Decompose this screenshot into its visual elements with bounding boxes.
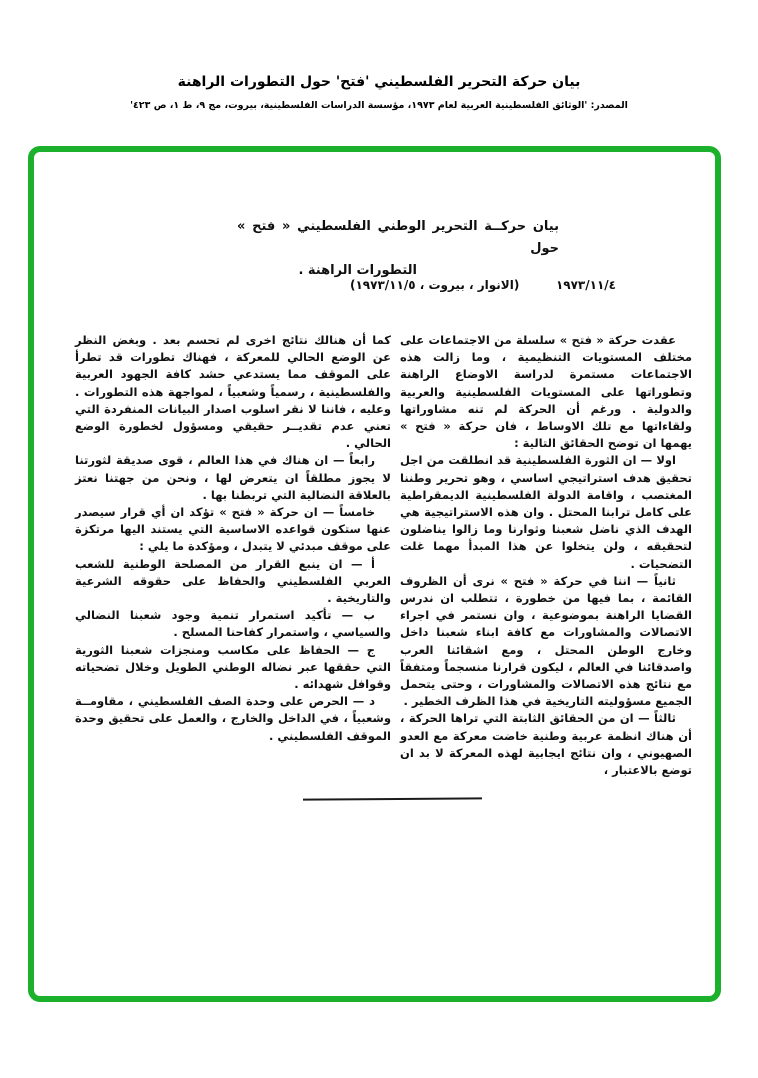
- paragraph-item-d: د — الحرص على وحدة الصف الفلسطيني ، مقاومــة وشعبياً ، في الداخل والخارج ، والعمل على تحقيق وحدة الموقف الفلسطيني .: [75, 694, 391, 743]
- paragraph-item-c: ج — الحفاظ على مكاسب ومنجزات شعبنا الثورية التي حققها عبر نضاله الوطني الطويل وخلال تضحياته وقوافل شهدائه .: [75, 642, 391, 692]
- news-agency-citation: (الانوار ، بيروت ، ١٩٧٣/١١/٥): [350, 278, 520, 292]
- paragraph-continuation: كما أن هنالك نتائج اخرى لم تحسم بعد . وبغض النظر عن الوضع الحالي للمعركة ، فهناك تطورات قد تطرأ على الموقف مما يستدعي حشد كافة الجهود العربية والفلسطينية ، رسمياً وشعبياً ، لمواجهة هذه التطورات . وعليه ، فاننا لا نقر اسلوب اصدار البيانات المنفردة التي تعني عدم تقديــر حقيقي ومسؤول لخطورة الوضع الحالي .: [75, 333, 391, 451]
- paragraph-first: اولا — ان الثورة الفلسطينية قد انطلقت من اجل تحقيق هدف استراتيجي اساسي ، وهو تحرير وطننا المغتصب ، واقامة الدولة الفلسطينية الديمقراطية على كامل ترابنا المحتل . وان هذه الاستراتيجية هي الهدف الذي ناضل شعبنا وثوارنا وما زالوا يناضلون لتحقيقه ، ولن يتخلوا عن هذا المبدأ مهما غلت التضحيات .: [400, 453, 692, 571]
- paragraph-fourth: رابعاً — ان هناك في هذا العالم ، قوى صديقة لثورتنا لا يجوز مطلقاً ان يتعرض لها ، ونحن من جهتنا نعتز بالعلاقة النضالية التي تربطنا بها .: [75, 453, 391, 502]
- document-title-line2: التطورات الراهنة .: [298, 263, 417, 278]
- footnote-divider: [303, 797, 482, 800]
- document-title-line1: بيان حركــة التحرير الوطني الفلسطيني « فتح » حول: [237, 219, 559, 256]
- paragraph-fifth: خامساً — ان حركة « فتح » تؤكد ان أي قرار سيصدر عنها ستكون قواعده الاساسية التي يستند اليها مرتكزة على موقف مبدئي لا يتبدل ، ومؤكدة ما يلي :: [75, 505, 391, 554]
- paragraph-third: ثالثاً — ان من الحقائق الثابتة التي تراها الحركة ، أن هناك انظمة عربية وطنية خاضت معركة مع العدو الصهيوني ، وان نتائج ايجابية لهذه المعركة لا بد ان توضع بالاعتبار ،: [400, 711, 692, 778]
- right-column: [400, 332, 692, 779]
- source-citation: المصدر: 'الوثائق الفلسطينية العربية لعام ١٩٧٣، مؤسسة الدراسات الفلسطينية، بيروت، مج ٩، ط ١، ص ٤٢٣': [130, 100, 628, 111]
- document-date: ١٩٧٣/١١/٤: [555, 278, 616, 292]
- document-highlight-frame: [28, 146, 721, 1002]
- document-title: [237, 216, 559, 282]
- paragraph-item-a: أ — ان ينبع القرار من المصلحة الوطنية للشعب العربي الفلسطيني والحفاظ على حقوقه الشرعية والتاريخية .: [75, 556, 391, 606]
- paragraph-item-b: ب — تأكيد استمرار تنمية وجود شعبنا النضالي والسياسي ، واستمرار كفاحنا المسلح .: [75, 608, 391, 640]
- page-title: بيان حركة التحرير الفلسطيني 'فتح' حول التطورات الراهنة: [177, 74, 581, 90]
- paragraph-intro: عقدت حركة « فتح » سلسلة من الاجتماعات على مختلف المستويات التنظيمية ، وما زالت هذه الاجتماعات مستمرة لدراسة الاوضاع الراهنة وتطوراتها على المستويات الفلسطينية والعربية والدولية . ورغم أن الحركة لم تنه مشاوراتها ولقاءاتها مع تلك الاوساط ، فان حركة « فتح » يهمها ان توضح الحقائق التالية :: [400, 333, 692, 451]
- left-column: [75, 332, 391, 745]
- dateline: [350, 278, 616, 292]
- paragraph-second: ثانياً — اننا في حركة « فتح » نرى أن الظروف القائمة ، بما فيها من خطورة ، تتطلب ان ندرس القضايا الراهنة بموضوعية ، وان نستمر في اجراء الاتصالات والمشاورات مع كافة ابناء شعبنا داخل وخارج الوطن المحتل ، ومع اشقائنا العرب واصدقائنا في العالم ، ليكون قرارنا منسجماً ومتفقاً مع نتائج هذه الاتصالات والمشاورات ، وحتى يتحمل الجميع مسؤوليته التاريخية في هذا الظرف الخطير .: [400, 573, 692, 709]
